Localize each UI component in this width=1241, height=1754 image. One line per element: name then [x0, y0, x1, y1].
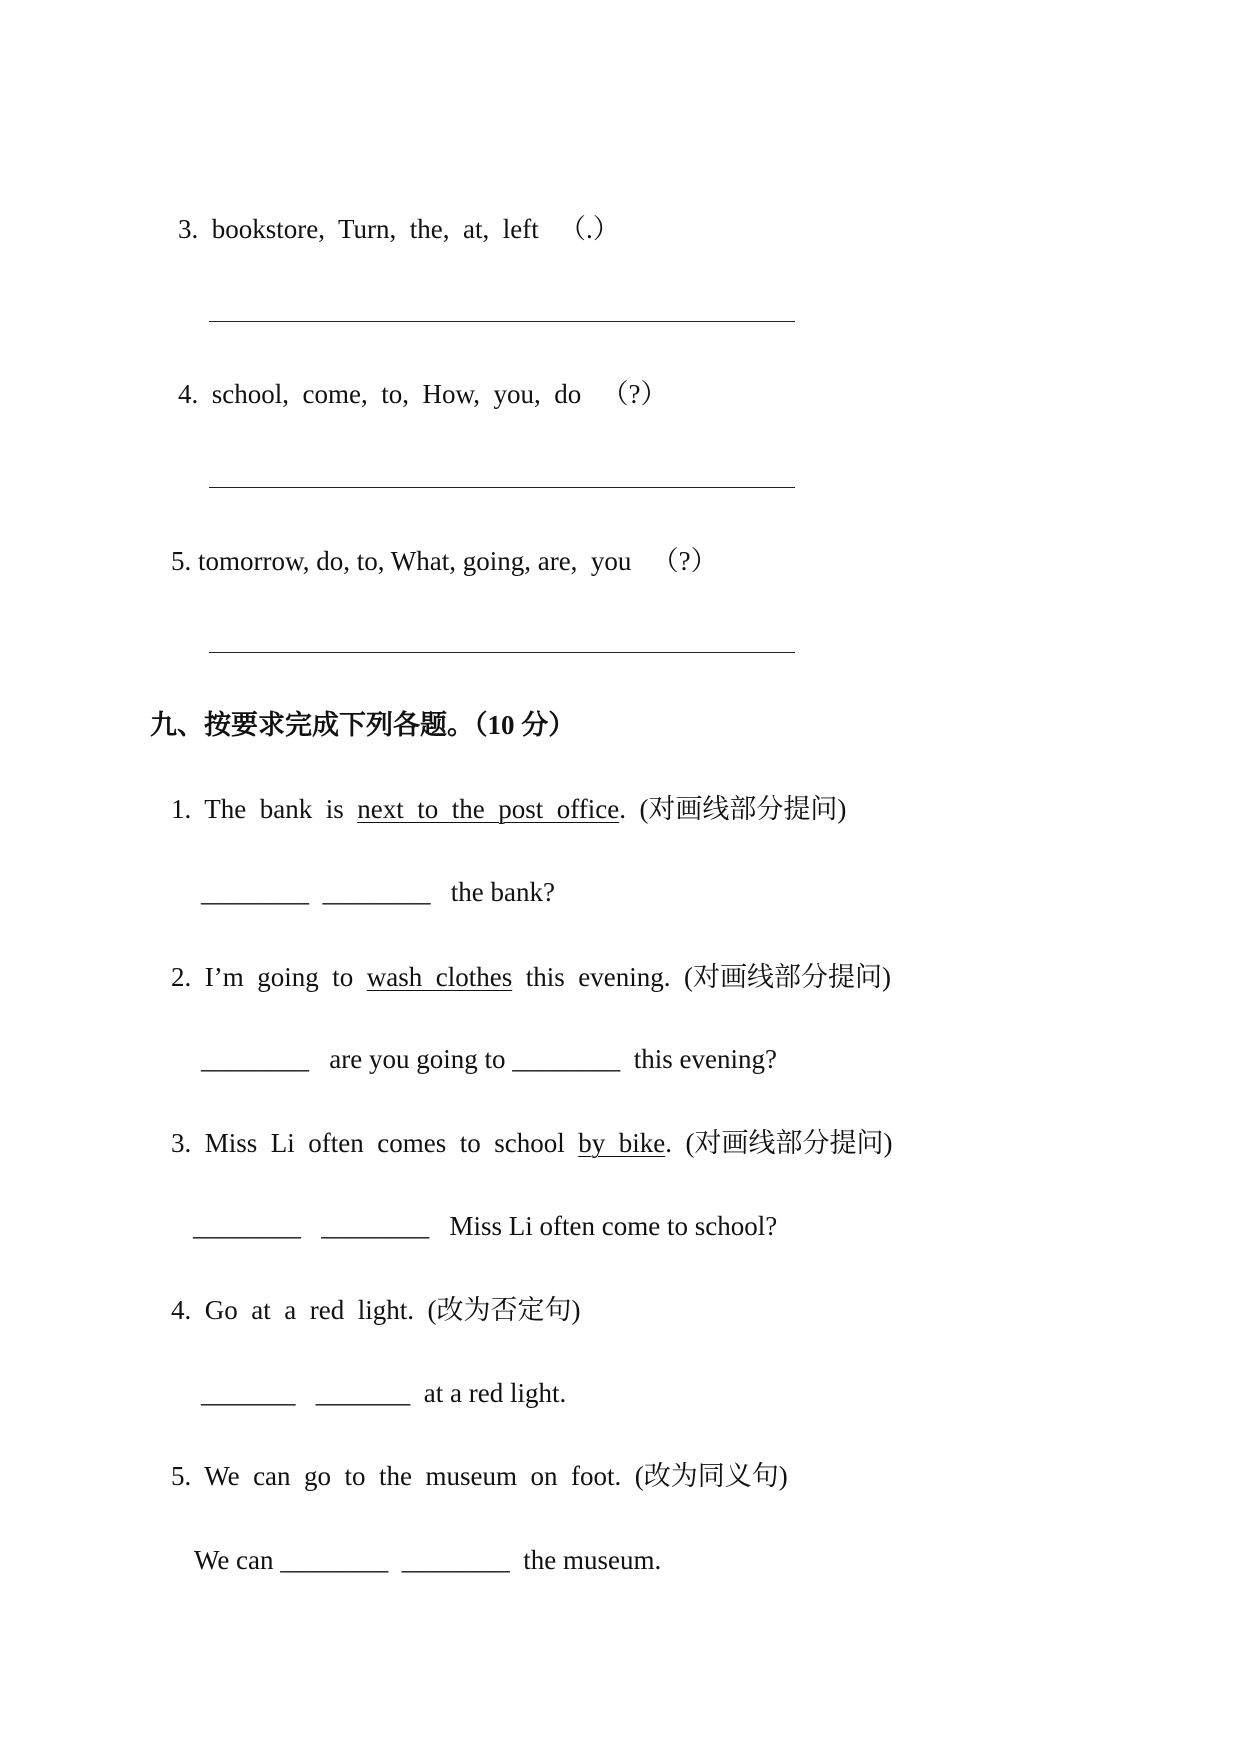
reorder-item-3: 3. bookstore, Turn, the, at, left （.）: [178, 214, 620, 244]
question-5: 5. We can go to the museum on foot. (改为同义句): [171, 1461, 788, 1491]
question-2: [171, 961, 891, 993]
question-text: 3. Miss Li often comes to school: [171, 1128, 579, 1158]
question-3: [171, 1127, 892, 1159]
reorder-item-4: 4. school, come, to, How, you, do （?）: [178, 379, 668, 409]
question-instruction: . (对画线部分提问): [665, 1128, 893, 1158]
underlined-part: by bike: [578, 1128, 666, 1158]
answer-4[interactable]: _______ _______ at a red light.: [201, 1378, 567, 1408]
answer-line-5[interactable]: [209, 652, 795, 653]
underlined-part: wash clothes: [366, 962, 513, 992]
answer-1[interactable]: ________ ________ the bank?: [201, 877, 555, 907]
question-instruction: . (对画线部分提问): [619, 794, 847, 824]
question-text: 1. The bank is: [171, 794, 358, 824]
answer-3[interactable]: ________ ________ Miss Li often come to school?: [193, 1211, 778, 1241]
question-instruction: this evening. (对画线部分提问): [512, 962, 891, 992]
answer-line-3[interactable]: [209, 321, 795, 322]
question-4: 4. Go at a red light. (改为否定句): [171, 1295, 581, 1325]
answer-5[interactable]: We can ________ ________ the museum.: [194, 1545, 662, 1575]
answer-2[interactable]: ________ are you going to ________ this evening?: [201, 1044, 777, 1074]
question-1: [171, 793, 846, 825]
underlined-part: next to the post office: [357, 794, 620, 824]
answer-line-4[interactable]: [209, 487, 795, 488]
reorder-item-5: 5. tomorrow, do, to, What, going, are, you （?）: [171, 546, 718, 576]
question-text: 2. I’m going to: [171, 962, 367, 992]
section-heading: 九、按要求完成下列各题。（10 分）: [150, 710, 576, 740]
